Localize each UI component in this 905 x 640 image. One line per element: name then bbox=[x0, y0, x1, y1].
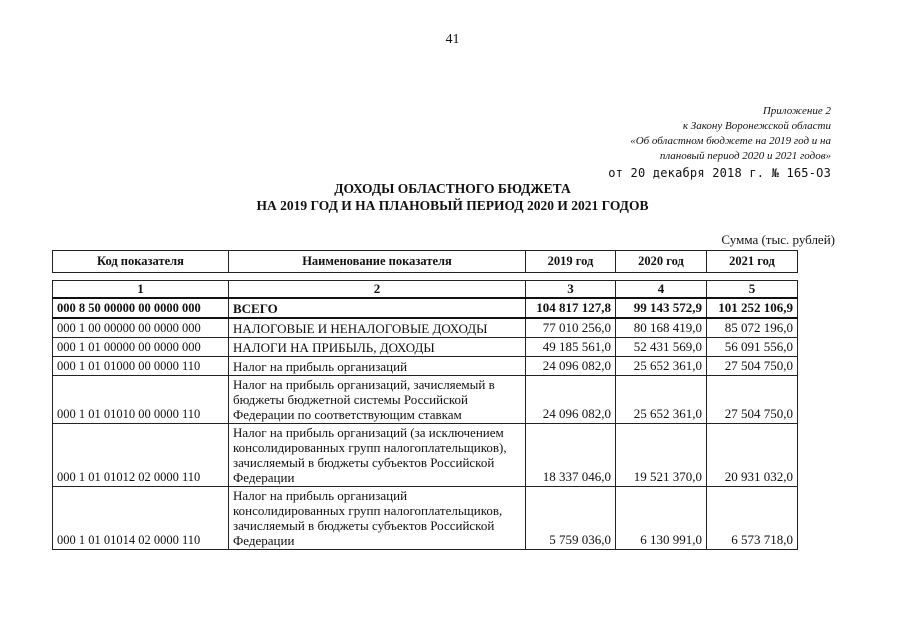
row-code: 000 1 01 01014 02 0000 110 bbox=[53, 487, 229, 550]
row-code: 000 1 01 01000 00 0000 110 bbox=[53, 357, 229, 376]
title-line: ДОХОДЫ ОБЛАСТНОГО БЮДЖЕТА bbox=[334, 181, 571, 196]
row-code: 000 1 00 00000 00 0000 000 bbox=[53, 318, 229, 338]
header-code: Код показателя bbox=[53, 251, 229, 273]
row-value-2020: 19 521 370,0 bbox=[616, 424, 707, 487]
row-name: НАЛОГИ НА ПРИБЫЛЬ, ДОХОДЫ bbox=[229, 338, 526, 357]
row-name: Налог на прибыль организаций, зачисляемый в бюджеты бюджетной системы Российской Федерации по соответствующим ставкам bbox=[229, 376, 526, 424]
row-code: 000 1 01 00000 00 0000 000 bbox=[53, 338, 229, 357]
row-value-2020: 80 168 419,0 bbox=[616, 318, 707, 338]
header-name: Наименование показателя bbox=[229, 251, 526, 273]
row-value-2021: 27 504 750,0 bbox=[707, 376, 798, 424]
appendix-line: к Закону Воронежской области bbox=[682, 120, 831, 132]
row-name: ВСЕГО bbox=[229, 298, 526, 318]
table-row bbox=[53, 376, 798, 424]
units-label: Сумма (тыс. рублей) bbox=[721, 232, 835, 247]
row-value-2019: 18 337 046,0 bbox=[526, 424, 616, 487]
column-number: 3 bbox=[526, 281, 616, 299]
appendix-line: Приложение 2 bbox=[762, 105, 831, 117]
row-code: 000 1 01 01010 00 0000 110 bbox=[53, 376, 229, 424]
row-value-2019: 24 096 082,0 bbox=[526, 357, 616, 376]
row-name: НАЛОГОВЫЕ И НЕНАЛОГОВЫЕ ДОХОДЫ bbox=[229, 318, 526, 338]
column-number: 4 bbox=[616, 281, 707, 299]
table-row bbox=[53, 338, 798, 357]
appendix-line: «Об областном бюджете на 2019 год и на bbox=[630, 135, 831, 147]
law-date-stamp: от 20 декабря 2018 г. № 165-ОЗ bbox=[608, 166, 831, 180]
table-row bbox=[53, 318, 798, 338]
column-number: 2 bbox=[229, 281, 526, 299]
document-title bbox=[0, 180, 905, 214]
row-value-2019: 77 010 256,0 bbox=[526, 318, 616, 338]
table-row bbox=[53, 487, 798, 550]
row-name: Налог на прибыль организаций bbox=[229, 357, 526, 376]
column-number: 1 bbox=[53, 281, 229, 299]
row-value-2021: 101 252 106,9 bbox=[707, 298, 798, 318]
table-row bbox=[53, 357, 798, 376]
row-name: Налог на прибыль организаций (за исключением консолидированных групп налогоплательщиков), зачисляемый в бюджеты субъектов Российской Федерации bbox=[229, 424, 526, 487]
row-code: 000 8 50 00000 00 0000 000 bbox=[53, 298, 229, 318]
row-value-2021: 20 931 032,0 bbox=[707, 424, 798, 487]
row-value-2019: 24 096 082,0 bbox=[526, 376, 616, 424]
row-value-2019: 104 817 127,8 bbox=[526, 298, 616, 318]
row-value-2019: 5 759 036,0 bbox=[526, 487, 616, 550]
row-value-2021: 27 504 750,0 bbox=[707, 357, 798, 376]
table-header bbox=[52, 250, 798, 273]
column-number-row bbox=[53, 281, 798, 299]
row-value-2020: 6 130 991,0 bbox=[616, 487, 707, 550]
row-value-2020: 52 431 569,0 bbox=[616, 338, 707, 357]
table-row-total bbox=[53, 298, 798, 318]
column-number: 5 bbox=[707, 281, 798, 299]
row-value-2020: 99 143 572,9 bbox=[616, 298, 707, 318]
row-value-2019: 49 185 561,0 bbox=[526, 338, 616, 357]
page-number: 41 bbox=[445, 32, 460, 47]
row-value-2020: 25 652 361,0 bbox=[616, 376, 707, 424]
row-value-2021: 85 072 196,0 bbox=[707, 318, 798, 338]
row-value-2020: 25 652 361,0 bbox=[616, 357, 707, 376]
row-code: 000 1 01 01012 02 0000 110 bbox=[53, 424, 229, 487]
table-row bbox=[53, 424, 798, 487]
header-2020: 2020 год bbox=[616, 251, 707, 273]
appendix-line: плановый период 2020 и 2021 годов» bbox=[659, 150, 831, 162]
revenue-table bbox=[52, 280, 798, 550]
header-2021: 2021 год bbox=[707, 251, 798, 273]
row-value-2021: 56 091 556,0 bbox=[707, 338, 798, 357]
header-2019: 2019 год bbox=[526, 251, 616, 273]
title-line: НА 2019 ГОД И НА ПЛАНОВЫЙ ПЕРИОД 2020 И 2021 ГОДОВ bbox=[256, 198, 649, 213]
row-name: Налог на прибыль организаций консолидированных групп налогоплательщиков, зачисляемый в бюджеты субъектов Российской Федерации bbox=[229, 487, 526, 550]
appendix-block bbox=[608, 104, 831, 181]
row-value-2021: 6 573 718,0 bbox=[707, 487, 798, 550]
